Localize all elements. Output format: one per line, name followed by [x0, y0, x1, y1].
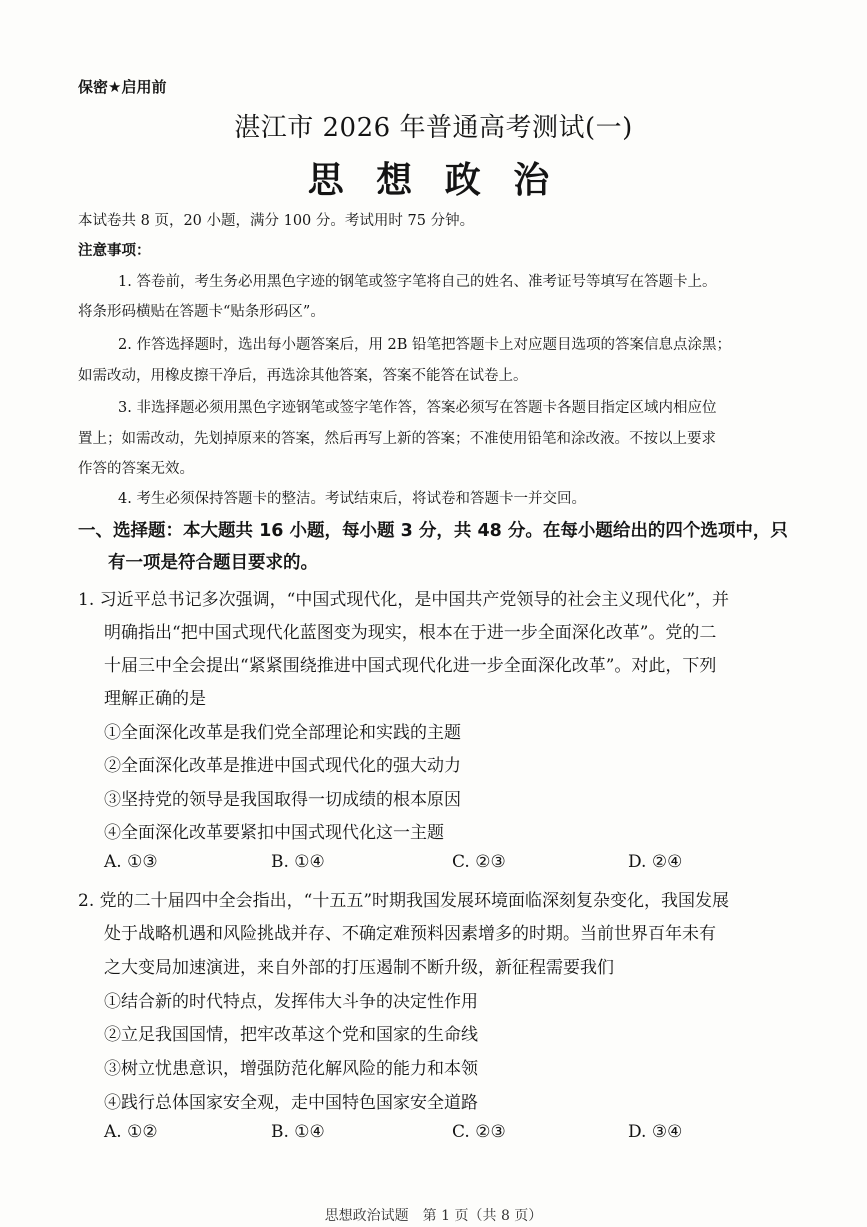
answer-option: C. ②③	[452, 852, 506, 872]
section-heading: 有一项是符合题目要求的。	[108, 553, 318, 573]
page-footer: 思想政治试题 第 1 页（共 8 页）	[324, 1208, 543, 1224]
statement-item: ②全面深化改革是推进中国式现代化的强大动力	[104, 756, 461, 776]
section-heading: 一、选择题：本大题共 16 小题，每小题 3 分，共 48 分。在每小题给出的四个选项中，只	[78, 521, 788, 541]
statement-item: ②立足我国国情，把牢改革这个党和国家的生命线	[104, 1025, 478, 1045]
statement-item: ③坚持党的领导是我国取得一切成绩的根本原因	[104, 790, 461, 810]
statement-item: ①全面深化改革是我们党全部理论和实践的主题	[104, 723, 461, 743]
notice-line: 3. 非选择题必须用黑色字迹钢笔或签字笔作答，答案必须写在答题卡各题目指定区域内相应位	[118, 400, 717, 416]
subject-title: 思 想 政 治	[307, 160, 560, 201]
statement-item: ④全面深化改革要紧扣中国式现代化这一主题	[104, 823, 444, 843]
notice-line: 将条形码横贴在答题卡“贴条形码区”。	[78, 304, 325, 320]
question-stem: 十届三中全会提出“紧紧围绕推进中国式现代化进一步全面深化改革”。对此，下列	[104, 656, 717, 676]
notice-line: 1. 答卷前，考生务必用黑色字迹的钢笔或签字笔将自己的姓名、准考证号等填写在答题卡上。	[118, 274, 717, 290]
statement-item: ④践行总体国家安全观，走中国特色国家安全道路	[104, 1093, 478, 1113]
question-stem: 明确指出“把中国式现代化蓝图变为现实，根本在于进一步全面深化改革”。党的二	[104, 623, 717, 643]
answer-option: D. ③④	[628, 1122, 683, 1142]
answer-option: A. ①③	[104, 852, 158, 872]
notice-line: 如需改动，用橡皮擦干净后，再选涂其他答案，答案不能答在试卷上。	[78, 368, 528, 384]
question-stem: 2. 党的二十届四中全会指出，“十五五”时期我国发展环境面临深刻复杂变化，我国发展	[78, 891, 730, 911]
statement-item: ③树立忧患意识，增强防范化解风险的能力和本领	[104, 1059, 478, 1079]
answer-option: B. ①④	[271, 1122, 325, 1142]
confidential-label: 保密★启用前	[78, 78, 167, 96]
answer-option: D. ②④	[628, 852, 683, 872]
notice-line: 4. 考生必须保持答题卡的整洁。考试结束后，将试卷和答题卡一并交回。	[118, 491, 586, 507]
answer-option: B. ①④	[271, 852, 325, 872]
statement-item: ①结合新的时代特点，发挥伟大斗争的决定性作用	[104, 992, 478, 1012]
question-stem: 之大变局加速演进，来自外部的打压遏制不断升级，新征程需要我们	[104, 958, 614, 978]
question-stem: 1. 习近平总书记多次强调，“中国式现代化，是中国共产党领导的社会主义现代化”，并	[78, 590, 730, 610]
answer-option: A. ①②	[104, 1122, 158, 1142]
question-stem: 处于战略机遇和风险挑战并存、不确定难预料因素增多的时期。当前世界百年未有	[104, 924, 716, 944]
notice-line: 置上；如需改动，先划掉原来的答案，然后再写上新的答案；不准使用铅笔和涂改液。不按以上要求	[78, 431, 716, 447]
answer-option: C. ②③	[452, 1122, 506, 1142]
question-stem: 理解正确的是	[104, 689, 206, 709]
notice-title: 注意事项：	[78, 243, 151, 259]
exam-title: 湛江市 2026 年普通高考测试(一)	[234, 113, 633, 143]
notice-line: 2. 作答选择题时，选出每小题答案后，用 2B 铅笔把答题卡上对应题目选项的答案信息点涂黑；	[118, 337, 732, 353]
notice-line: 作答的答案无效。	[78, 461, 194, 477]
exam-intro: 本试卷共 8 页，20 小题，满分 100 分。考试用时 75 分钟。	[78, 213, 475, 229]
